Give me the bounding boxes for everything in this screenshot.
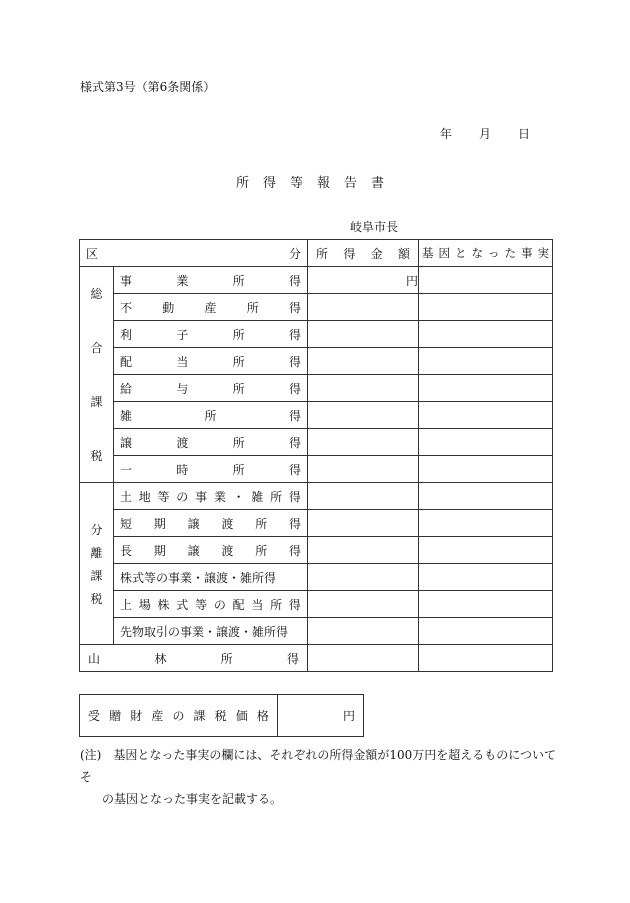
table-row-sogo: [80, 348, 553, 375]
fact-cell[interactable]: [419, 591, 553, 618]
amount-cell[interactable]: [308, 375, 419, 402]
sogo-label-char: 課: [90, 394, 103, 409]
income-type-char: 産: [204, 300, 217, 315]
table-row-sogo: [80, 402, 553, 429]
income-type-label: [114, 348, 308, 375]
income-type-char: 給: [120, 381, 133, 396]
income-type-char: 得: [288, 300, 301, 315]
gift-table: [79, 694, 364, 737]
gift-label-char: 価: [235, 709, 248, 723]
income-type-char: 所: [255, 543, 268, 558]
income-type-char: 上: [120, 597, 133, 612]
gift-label-char: 受: [88, 709, 101, 723]
income-type-char: 長: [120, 543, 133, 558]
bunri-label-char: 分: [90, 522, 103, 537]
fact-cell[interactable]: [419, 456, 553, 483]
header-fact-char: 実: [537, 246, 549, 260]
income-type-char: 期: [153, 543, 166, 558]
fact-cell[interactable]: [419, 294, 553, 321]
page-title: 所得等報告書: [236, 176, 399, 191]
table-row-bunri: [80, 537, 553, 564]
income-type-char: 子: [176, 327, 189, 342]
fact-cell[interactable]: [419, 645, 553, 672]
income-type-char: 先物取引の事業・譲渡・雑所得: [120, 624, 289, 639]
income-type-label: [114, 267, 308, 294]
bunri-label-char: 離: [90, 545, 103, 560]
income-type-label: [114, 294, 308, 321]
fact-cell[interactable]: [419, 321, 553, 348]
income-type-char: 所: [232, 462, 245, 477]
income-type-char: 得: [288, 462, 301, 477]
header-fact-char: と: [455, 246, 467, 260]
income-type-char: 所: [270, 489, 283, 504]
header-fact-char: な: [471, 246, 483, 260]
date-year: 年: [440, 127, 453, 141]
table-header-row: [80, 240, 553, 267]
income-type-char: 短: [120, 516, 133, 531]
income-type-char: 与: [176, 381, 189, 396]
gift-row: [80, 695, 364, 737]
income-type-char: 場: [138, 597, 151, 612]
yen-unit: 円: [405, 273, 418, 288]
date-line: [440, 125, 530, 142]
income-table: [79, 239, 553, 672]
table-row-sogo: [80, 456, 553, 483]
income-type-char: 所: [232, 273, 245, 288]
fact-cell[interactable]: [419, 564, 553, 591]
table-row-bunri: [80, 564, 553, 591]
income-type-label: [114, 402, 308, 429]
amount-cell[interactable]: [308, 618, 419, 645]
gift-amount-cell[interactable]: [278, 695, 364, 737]
header-amount-char: 金: [370, 246, 383, 261]
amount-cell[interactable]: [308, 267, 419, 294]
sanrin-char: 山: [88, 651, 101, 666]
fact-cell[interactable]: [419, 375, 553, 402]
fact-cell[interactable]: [419, 537, 553, 564]
income-type-label: [114, 591, 308, 618]
sanrin-char: 得: [286, 651, 299, 666]
income-type-char: 得: [288, 381, 301, 396]
sanrin-char: 林: [154, 651, 167, 666]
income-type-char: 渡: [221, 543, 234, 558]
fact-cell[interactable]: [419, 618, 553, 645]
header-amount-char: 得: [343, 246, 356, 261]
income-type-char: 期: [153, 516, 166, 531]
amount-cell[interactable]: [308, 483, 419, 510]
income-type-char: 得: [288, 354, 301, 369]
income-type-char: 当: [176, 354, 189, 369]
gift-label-char: 格: [256, 709, 269, 723]
amount-cell[interactable]: [308, 510, 419, 537]
table-row-sogo: [80, 321, 553, 348]
amount-cell[interactable]: [308, 348, 419, 375]
fact-cell[interactable]: [419, 348, 553, 375]
income-type-char: 所: [246, 300, 259, 315]
table-row-bunri: [80, 591, 553, 618]
income-type-label: [114, 564, 308, 591]
table-row-bunri: [80, 510, 553, 537]
income-type-char: 株: [157, 597, 170, 612]
income-type-char: 業: [213, 489, 226, 504]
amount-cell[interactable]: [308, 429, 419, 456]
amount-cell[interactable]: [308, 402, 419, 429]
income-type-char: 所: [232, 354, 245, 369]
income-type-label: [114, 429, 308, 456]
date-month: 月: [478, 127, 491, 141]
income-type-char: 事: [195, 489, 208, 504]
income-type-char: 渡: [176, 435, 189, 450]
addressee: 岐阜市長: [350, 220, 399, 234]
header-fact-char: 基: [422, 246, 434, 260]
gift-unit: 円: [342, 709, 355, 723]
income-type-char: 得: [288, 597, 301, 612]
header-kubun-right: 分: [288, 246, 301, 261]
gift-label-char: 財: [130, 709, 143, 723]
footnote-line-2: の基因となった事実を記載する。: [102, 792, 283, 806]
income-type-char: 当: [251, 597, 264, 612]
bunri-label-stack: [80, 483, 113, 644]
sogo-section-label: [80, 267, 114, 483]
header-fact: [419, 240, 553, 267]
fact-cell[interactable]: [419, 267, 553, 294]
header-amount-char: 額: [397, 246, 410, 261]
income-type-char: の: [176, 489, 189, 504]
income-type-char: 等: [195, 597, 208, 612]
income-type-char: の: [213, 597, 226, 612]
income-type-char: 得: [288, 327, 301, 342]
table-row-bunri: [80, 618, 553, 645]
income-type-char: 譲: [187, 516, 200, 531]
income-type-char: 一: [120, 462, 133, 477]
income-type-label: [114, 537, 308, 564]
income-type-char: 所: [232, 327, 245, 342]
income-type-char: 所: [232, 381, 245, 396]
gift-label: [80, 695, 278, 737]
date-day: 日: [517, 127, 530, 141]
header-fact-char: た: [504, 246, 516, 260]
income-type-char: 不: [120, 300, 133, 315]
header-kubun: [80, 240, 308, 267]
income-type-char: 譲: [187, 543, 200, 558]
income-type-char: 得: [288, 273, 301, 288]
income-type-char: 得: [288, 435, 301, 450]
header-fact-char: 因: [438, 246, 450, 260]
income-type-label: [114, 321, 308, 348]
sanrin-char: 所: [220, 651, 233, 666]
amount-cell[interactable]: [308, 537, 419, 564]
footnote: [80, 744, 560, 810]
fact-cell[interactable]: [419, 429, 553, 456]
income-type-char: ・: [232, 489, 245, 504]
table-row-sogo: [80, 375, 553, 402]
bunri-section-label: [80, 483, 114, 645]
header-amount-char: 所: [316, 246, 329, 261]
gift-label-char: 課: [193, 709, 206, 723]
amount-cell[interactable]: [308, 294, 419, 321]
income-type-char: 所: [232, 435, 245, 450]
header-kubun-left: 区: [86, 246, 99, 261]
sogo-label-stack: [80, 267, 113, 482]
income-type-char: 動: [162, 300, 175, 315]
header-fact-char: っ: [488, 246, 500, 260]
income-type-char: 譲: [120, 435, 133, 450]
amount-cell[interactable]: [308, 645, 419, 672]
income-type-label: [114, 456, 308, 483]
bunri-label-char: 課: [90, 568, 103, 583]
income-type-char: 時: [176, 462, 189, 477]
table-row-sogo: [80, 267, 553, 294]
gift-label-char: の: [172, 709, 185, 723]
income-type-char: 得: [288, 543, 301, 558]
table-row-sanrin: [80, 645, 553, 672]
income-type-char: 配: [120, 354, 133, 369]
gift-label-char: 産: [151, 709, 164, 723]
income-type-char: 配: [232, 597, 245, 612]
fact-cell[interactable]: [419, 402, 553, 429]
income-type-char: 得: [288, 489, 301, 504]
sogo-label-char: 税: [90, 448, 103, 463]
income-type-char: 所: [204, 408, 217, 423]
table-row-sogo: [80, 429, 553, 456]
income-type-label: [114, 618, 308, 645]
gift-label-char: 贈: [109, 709, 122, 723]
income-type-char: 地: [138, 489, 151, 504]
form-number: 様式第3号（第6条関係）: [80, 80, 216, 94]
income-type-label: [114, 510, 308, 537]
fact-cell[interactable]: [419, 510, 553, 537]
income-type-char: 株式等の事業・譲渡・雑所得: [120, 570, 277, 585]
amount-cell[interactable]: [308, 321, 419, 348]
income-type-char: 所: [255, 516, 268, 531]
header-amount: [308, 240, 419, 267]
gift-label-char: 税: [214, 709, 227, 723]
table-row-sogo: [80, 294, 553, 321]
income-type-char: 得: [288, 516, 301, 531]
table-row-bunri: [80, 483, 553, 510]
footnote-line-1: (注) 基因となった事実の欄には、それぞれの所得金額が100万円を超えるものについてそ: [80, 748, 557, 784]
income-type-char: 所: [270, 597, 283, 612]
income-type-char: 利: [120, 327, 133, 342]
fact-cell[interactable]: [419, 483, 553, 510]
income-type-char: 事: [120, 273, 133, 288]
header-fact-char: 事: [521, 246, 533, 260]
sogo-label-char: 合: [90, 341, 103, 356]
amount-cell[interactable]: [308, 591, 419, 618]
income-type-char: 雑: [251, 489, 264, 504]
income-type-char: 業: [176, 273, 189, 288]
income-type-char: 雑: [120, 408, 133, 423]
amount-cell[interactable]: [308, 564, 419, 591]
sanrin-label: [80, 645, 308, 672]
income-type-char: 土: [120, 489, 133, 504]
income-type-label: [114, 375, 308, 402]
sogo-label-char: 総: [90, 287, 103, 302]
income-type-char: 得: [288, 408, 301, 423]
amount-cell[interactable]: [308, 456, 419, 483]
income-type-char: 式: [176, 597, 189, 612]
income-type-label: [114, 483, 308, 510]
bunri-label-char: 税: [90, 591, 103, 606]
income-type-char: 渡: [221, 516, 234, 531]
income-type-char: 等: [157, 489, 170, 504]
